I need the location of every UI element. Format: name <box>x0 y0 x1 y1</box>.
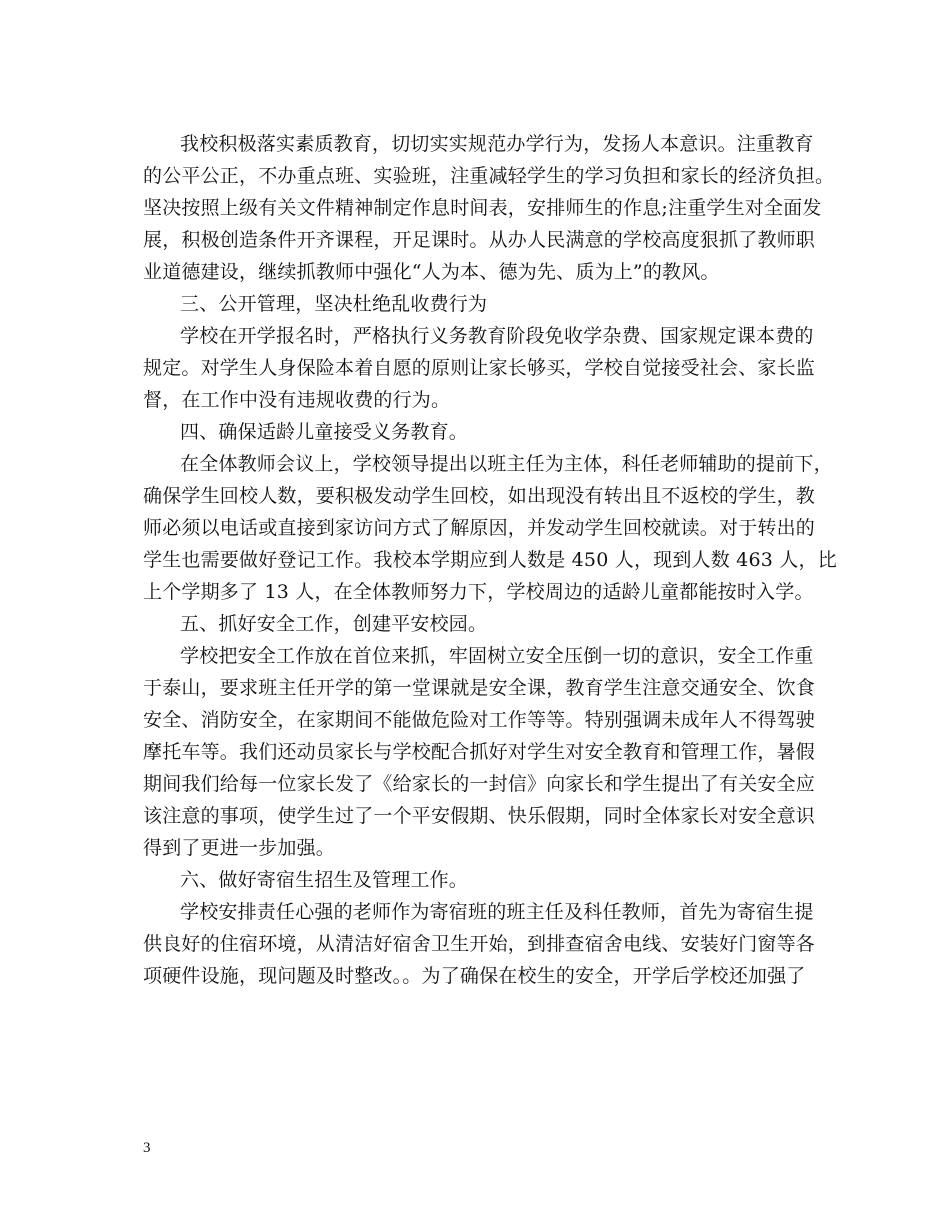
text-line: 坚决按照上级有关文件精神制定作息时间表，安排师生的作息;注重学生对全面发 <box>143 197 822 219</box>
text-line: 该注意的事项，使学生过了一个平安假期、快乐假期，同时全体家长对安全意识 <box>143 805 816 827</box>
text-line: 业道德建设，继续抓教师中强化“人为本、德为先、质为上”的教风。 <box>143 261 720 283</box>
section-heading-5 <box>143 608 803 640</box>
document-body <box>143 128 837 992</box>
text-line: 规定。对学生人身保险本着自愿的原则让家长够买，学校自觉接受社会、家长监 <box>143 357 816 379</box>
page-number: 3 <box>143 1140 151 1156</box>
text-line: 于泰山，要求班主任开学的第一堂课就是安全课，教育学生注意交通安全、饮食 <box>143 677 816 699</box>
section-heading-3 <box>143 288 803 320</box>
text-line: 师必须以电话或直接到家访问方式了解原因，并发动学生回校就读。对于转出的 <box>143 517 816 539</box>
text-line: 期间我们给每一位家长发了《给家长的一封信》向家长和学生提出了有关安全应 <box>143 773 816 795</box>
text-line: 学校安排责任心强的老师作为寄宿班的班主任及科任教师，首先为寄宿生提 <box>180 901 814 923</box>
text-line: 学校在开学报名时，严格执行义务教育阶段免收学杂费、国家规定课本费的 <box>180 325 814 347</box>
paragraph-boarding <box>143 896 816 992</box>
text-line: 上个学期多了 13 人，在全体教师努力下，学校周边的适龄儿童都能按时入学。 <box>143 581 814 603</box>
text-line: 确保学生回校人数，要积极发动学生回校，如出现没有转出且不返校的学生，教 <box>143 485 816 507</box>
section-heading-6 <box>143 864 803 896</box>
text-line: 展，积极创造条件开齐课程，开足课时。从办人民满意的学校高度狠抓了教师职 <box>143 229 816 251</box>
paragraph-enrollment <box>143 448 837 608</box>
text-line: 得到了更进一步加强。 <box>143 837 336 859</box>
heading-text: 三、公开管理，坚决杜绝乱收费行为 <box>180 293 488 315</box>
heading-text: 六、做好寄宿生招生及管理工作。 <box>180 869 469 891</box>
paragraph-fees <box>143 320 816 416</box>
heading-text: 四、确保适龄儿童接受义务教育。 <box>180 421 469 443</box>
heading-text: 五、抓好安全工作，创建平安校园。 <box>180 613 488 635</box>
paragraph-quality-education <box>143 128 835 288</box>
section-heading-4 <box>143 416 803 448</box>
text-line: 项硬件设施，现问题及时整改。。为了确保在校生的安全，开学后学校还加强了 <box>143 965 806 987</box>
text-line: 供良好的住宿环境，从清洁好宿舍卫生开始，到排查宿舍电线、安装好门窗等各 <box>143 933 816 955</box>
text-line: 督，在工作中没有违规收费的行为。 <box>143 389 451 411</box>
text-line: 的公平公正，不办重点班、实验班，注重减轻学生的学习负担和家长的经济负担。 <box>143 165 835 187</box>
text-line: 学校把安全工作放在首位来抓，牢固树立安全压倒一切的意识，安全工作重 <box>180 645 814 667</box>
paragraph-safety <box>143 640 816 864</box>
text-line: 我校积极落实素质教育，切切实实规范办学行为，发扬人本意识。注重教育 <box>180 133 814 155</box>
text-line: 在全体教师会议上，学校领导提出以班主任为主体，科任老师辅助的提前下， <box>180 453 833 475</box>
text-line: 摩托车等。我们还动员家长与学校配合抓好对学生对安全教育和管理工作，暑假 <box>143 741 816 763</box>
text-line: 安全、消防安全，在家期间不能做危险对工作等等。特别强调未成年人不得驾驶 <box>143 709 816 731</box>
text-line: 学生也需要做好登记工作。我校本学期应到人数是 450 人，现到人数 463 人，比 <box>143 549 837 571</box>
